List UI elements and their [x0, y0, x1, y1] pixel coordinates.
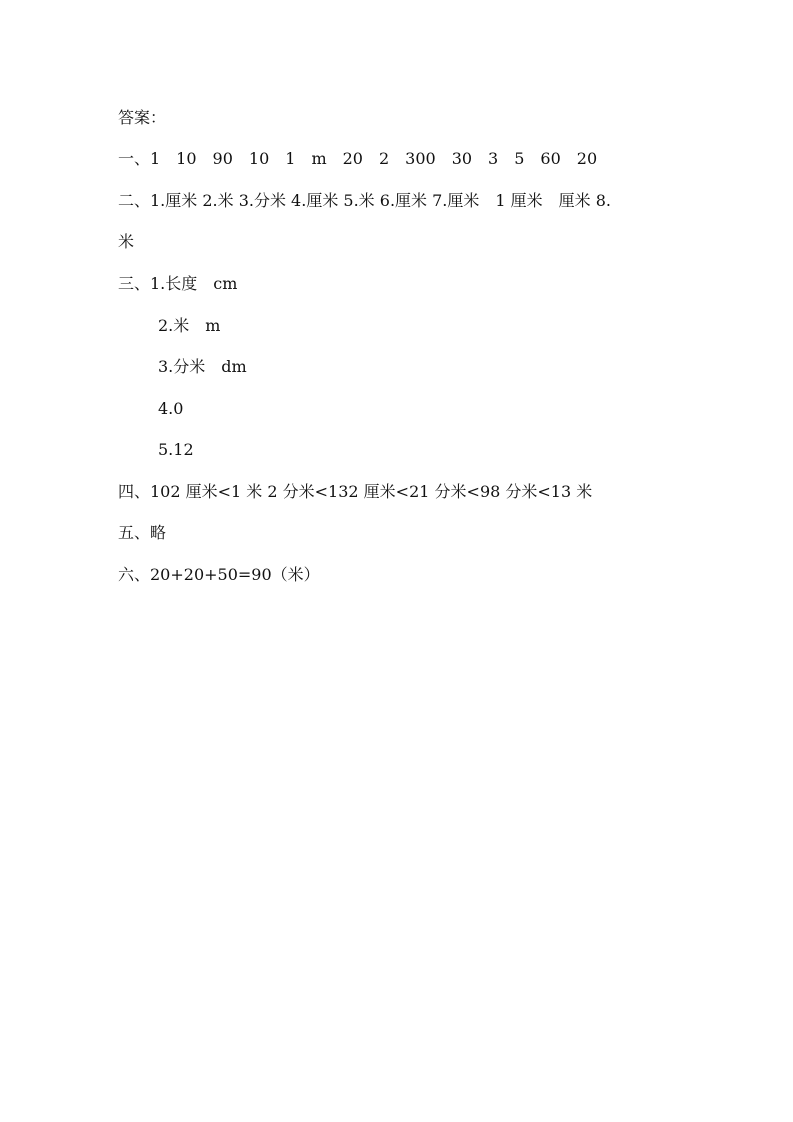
section-three-item-2: 2.米 m [158, 316, 221, 335]
section-four-answers: 四、102 厘米<1 米 2 分米<132 厘米<21 分米<98 分米<13 米 [118, 482, 593, 501]
section-three-item-1: 三、1.长度 cm [118, 274, 238, 293]
answer-heading: 答案： [118, 108, 167, 127]
section-three-item-5: 5.12 [158, 440, 194, 459]
section-five-answer: 五、略 [118, 523, 167, 542]
section-one-answers: 一、1 10 90 10 1 m 20 2 300 30 3 5 60 20 [118, 149, 598, 168]
section-three-item-3: 3.分米 dm [158, 357, 247, 376]
section-six-answer: 六、20+20+50=90（米） [118, 565, 320, 584]
section-two-answers-line-2: 米 [118, 232, 135, 251]
section-three-item-4: 4.0 [158, 399, 184, 418]
section-two-answers-line-1: 二、1.厘米 2.米 3.分米 4.厘米 5.米 6.厘米 7.厘米 1 厘米 厘米 8. [118, 191, 611, 210]
